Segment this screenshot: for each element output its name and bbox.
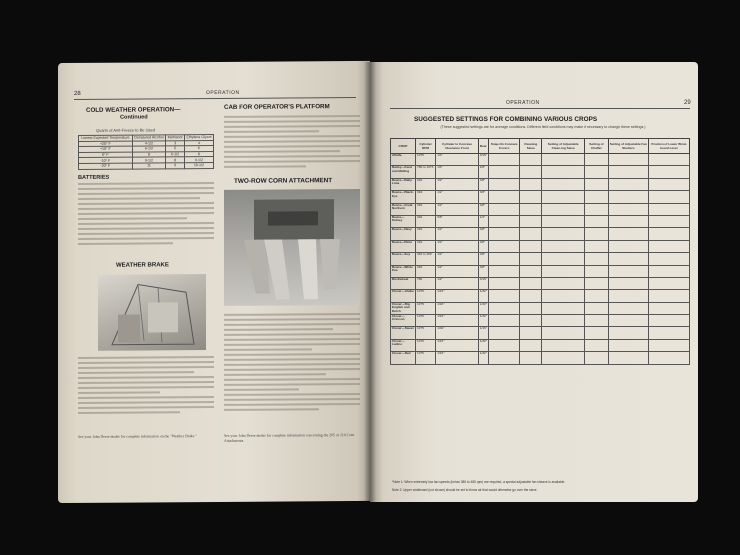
front-clearance-cell: 1/16" xyxy=(436,290,479,302)
front-clearance-cell: 1/16" xyxy=(436,339,479,351)
table-row xyxy=(391,215,690,227)
antifreeze-table xyxy=(78,134,214,170)
table-header-cell: Denatured Alcohol xyxy=(132,135,166,141)
weather-brake-text xyxy=(78,356,214,417)
setting-cell xyxy=(542,352,585,364)
table-row xyxy=(391,253,690,265)
batteries-title: BATTERIES xyxy=(78,174,110,181)
setting-cell xyxy=(520,203,542,215)
crop-name-cell: Beans—Great Northern xyxy=(391,203,416,215)
cylinder-rpm-cell: 394 xyxy=(416,240,436,252)
table-cell: 9 xyxy=(166,163,185,169)
setting-cell xyxy=(585,154,608,166)
setting-cell xyxy=(649,154,690,166)
table-row xyxy=(391,178,690,190)
setting-cell xyxy=(585,253,608,265)
open-manual xyxy=(58,62,698,502)
setting-cell xyxy=(608,315,649,327)
table-cell: 0° F xyxy=(79,152,133,158)
setting-cell xyxy=(520,265,542,277)
table-row xyxy=(79,162,214,169)
setting-cell xyxy=(542,178,585,190)
table-cell: 9-1/2 xyxy=(132,157,166,163)
book-gutter xyxy=(364,62,376,502)
table-cell: 6-1/2 xyxy=(132,146,166,152)
corn-attachment-title: TWO-ROW CORN ATTACHMENT xyxy=(234,177,333,185)
header-rule xyxy=(74,97,356,100)
crop-name-cell: Beans—Pinto xyxy=(391,240,416,252)
setting-cell xyxy=(649,277,690,289)
cylinder-rpm-cell: 1075 xyxy=(416,315,436,327)
cylinder-rpm-cell: 394 xyxy=(416,265,436,277)
settings-table-body xyxy=(391,154,690,365)
setting-cell xyxy=(649,290,690,302)
setting-cell xyxy=(649,265,690,277)
cab-text xyxy=(224,115,360,171)
setting-cell xyxy=(649,327,690,339)
table-row xyxy=(391,203,690,215)
setting-cell xyxy=(488,302,520,314)
crop-name-cell: Clover—Red xyxy=(391,352,416,364)
table-cell: +20° F xyxy=(79,141,133,147)
setting-cell xyxy=(520,352,542,364)
table-header-cell: Cleaning Sieve xyxy=(520,139,542,154)
table-row xyxy=(391,315,690,327)
front-clearance-cell: 1/2" xyxy=(436,265,479,277)
setting-cell xyxy=(488,228,520,240)
setting-cell xyxy=(488,290,520,302)
setting-cell xyxy=(585,191,608,203)
setting-cell xyxy=(488,203,520,215)
front-clearance-cell: 1/2" xyxy=(436,253,479,265)
setting-cell xyxy=(585,339,608,351)
corn-attachment-text xyxy=(224,313,360,414)
cab-title: CAB FOR OPERATOR'S PLATFORM xyxy=(224,103,330,111)
setting-cell xyxy=(585,240,608,252)
setting-cell xyxy=(488,253,520,265)
page-number: 29 xyxy=(684,100,691,106)
corn-attachment-photo xyxy=(224,189,360,306)
setting-cell xyxy=(585,203,608,215)
table-row xyxy=(391,154,690,166)
rear-clearance-cell: 1/32" xyxy=(478,339,488,351)
crop-name-cell: Clover—Sweet xyxy=(391,327,416,339)
setting-cell xyxy=(649,315,690,327)
setting-cell xyxy=(542,191,585,203)
setting-cell xyxy=(520,302,542,314)
running-head: OPERATION xyxy=(506,100,540,106)
cylinder-rpm-cell: 394 xyxy=(416,191,436,203)
table-cell: 9-1/2 xyxy=(184,157,213,163)
setting-cell xyxy=(542,253,585,265)
table-row xyxy=(391,290,690,302)
rear-clearance-cell: 3/8" xyxy=(478,228,488,240)
setting-cell xyxy=(649,253,690,265)
setting-cell xyxy=(488,191,520,203)
cylinder-rpm-cell: 780 to 1075 xyxy=(416,166,436,178)
setting-cell xyxy=(608,203,649,215)
footnote-1: *Note 1: When extremely low fan speeds (below 385 to 485 rpm) are required, a special adjustable fan sheave is available. xyxy=(392,480,566,484)
setting-cell xyxy=(585,327,608,339)
weather-brake-photo xyxy=(98,274,206,351)
setting-cell xyxy=(585,166,608,178)
setting-cell xyxy=(649,228,690,240)
table-row xyxy=(391,240,690,252)
setting-cell xyxy=(649,339,690,351)
cylinder-rpm-cell: 394 xyxy=(416,203,436,215)
weather-brake-dealer-note: See your John Deere dealer for complete information on the "Weather Brake." xyxy=(78,434,197,439)
crop-name-cell: Beans—White Pea xyxy=(391,265,416,277)
right-page xyxy=(370,62,698,502)
table-header-cell: Ethylene Glycol xyxy=(184,135,213,141)
batteries-text xyxy=(78,182,214,248)
setting-cell xyxy=(520,277,542,289)
setting-cell xyxy=(542,290,585,302)
setting-cell xyxy=(608,277,649,289)
setting-cell xyxy=(608,228,649,240)
setting-cell xyxy=(585,277,608,289)
table-cell: 4-1/2 xyxy=(132,140,166,146)
table-cell: 3 xyxy=(166,140,185,146)
setting-cell xyxy=(542,277,585,289)
setting-cell xyxy=(542,339,585,351)
setting-cell xyxy=(608,253,649,265)
footnote-2: Note 2: Upper windboard (not shown) should be set to throw air that would otherwise go over the sieve. xyxy=(392,488,538,492)
setting-cell xyxy=(608,191,649,203)
front-clearance-cell: 1/2" xyxy=(436,178,479,190)
table-cell: 6 xyxy=(184,146,213,152)
cylinder-rpm-cell: 394 xyxy=(416,215,436,227)
table-row xyxy=(391,327,690,339)
crop-name-cell: Beans—Soy xyxy=(391,253,416,265)
table-cell: 8 xyxy=(184,151,213,157)
rear-clearance-cell: 1/16" xyxy=(478,327,488,339)
cylinder-rpm-cell: 394 to 460 xyxy=(416,253,436,265)
setting-cell xyxy=(608,339,649,351)
crop-name-cell: Clover—Ladino xyxy=(391,339,416,351)
setting-cell xyxy=(608,154,649,166)
table-cell: +10° F xyxy=(79,146,133,152)
front-clearance-cell: 1/4" xyxy=(436,154,479,166)
setting-cell xyxy=(520,228,542,240)
table-cell: 11 xyxy=(132,163,166,169)
table-cell: 6-1/2 xyxy=(166,151,185,157)
setting-cell xyxy=(585,290,608,302)
antifreeze-table-title: Quarts of Anti-Freeze to Be Used xyxy=(96,127,155,133)
crop-name-cell: Beans—Navy xyxy=(391,228,416,240)
setting-cell xyxy=(520,339,542,351)
setting-cell xyxy=(542,315,585,327)
setting-cell xyxy=(488,240,520,252)
table-header-cell: Position of Lower Wind-board Lever xyxy=(649,139,690,154)
table-header-cell: Snap-On Concave Covers xyxy=(488,139,520,154)
table-header-cell: Setting of Chaffer xyxy=(585,139,608,154)
table-header-cell: Cylinder RPM xyxy=(416,139,436,154)
rear-clearance-cell: 1/32" xyxy=(478,352,488,364)
table-header-cell: Cylinder to Concave Clearance Front xyxy=(436,139,479,154)
setting-cell xyxy=(488,166,520,178)
corn-attachment-illustration xyxy=(224,189,360,306)
front-clearance-cell: 1/2" xyxy=(436,203,479,215)
setting-cell xyxy=(488,215,520,227)
crop-name-cell: Barley—Feed and Malting xyxy=(391,166,416,178)
crop-name-cell: Beans—Kidney xyxy=(391,215,416,227)
setting-cell xyxy=(488,327,520,339)
setting-cell xyxy=(649,166,690,178)
front-clearance-cell: 1/4" xyxy=(436,166,479,178)
rear-clearance-cell: 1/8" xyxy=(478,166,488,178)
table-row xyxy=(391,302,690,314)
setting-cell xyxy=(608,290,649,302)
weather-brake-illustration xyxy=(98,274,206,351)
setting-cell xyxy=(585,178,608,190)
rear-clearance-cell: 1/2" xyxy=(478,215,488,227)
setting-cell xyxy=(649,203,690,215)
cylinder-rpm-cell: 1075 xyxy=(416,339,436,351)
setting-cell xyxy=(520,166,542,178)
table-row xyxy=(391,265,690,277)
corn-dealer-note: See your John Deere dealer for complete information concerning the 205 or 210 Corn Attachments. xyxy=(224,433,355,444)
table-row xyxy=(391,277,690,289)
rear-clearance-cell: 1/32" xyxy=(478,302,488,314)
setting-cell xyxy=(520,327,542,339)
cold-weather-title: COLD WEATHER OPERATION— xyxy=(86,106,181,114)
cylinder-rpm-cell: 1075 xyxy=(416,302,436,314)
setting-cell xyxy=(608,327,649,339)
setting-cell xyxy=(488,315,520,327)
setting-cell xyxy=(520,154,542,166)
table-header-cell: CROP xyxy=(391,139,416,154)
setting-cell xyxy=(585,352,608,364)
setting-cell xyxy=(520,290,542,302)
crop-name-cell: Buckwheat xyxy=(391,277,416,289)
setting-cell xyxy=(542,302,585,314)
setting-cell xyxy=(649,352,690,364)
table-header-cell: Setting of Adjustable Clean-ing Sieve xyxy=(542,139,585,154)
rear-clearance-cell: 3/8" xyxy=(478,203,488,215)
cylinder-rpm-cell: 394 xyxy=(416,228,436,240)
rear-clearance-cell: 3/16" xyxy=(478,277,488,289)
header-rule xyxy=(390,108,690,109)
table-cell: 5 xyxy=(166,146,185,152)
setting-cell xyxy=(488,339,520,351)
table-row xyxy=(391,339,690,351)
table-cell: 8 xyxy=(166,157,185,163)
setting-cell xyxy=(542,228,585,240)
table-cell: -10° F xyxy=(79,157,133,163)
rear-clearance-cell: 3/8" xyxy=(478,191,488,203)
table-header-row xyxy=(391,139,690,154)
setting-cell xyxy=(520,240,542,252)
front-clearance-cell: 1/2" xyxy=(436,277,479,289)
rear-clearance-cell: 3/8" xyxy=(478,240,488,252)
setting-cell xyxy=(585,302,608,314)
setting-cell xyxy=(649,302,690,314)
front-clearance-cell: 1/32" xyxy=(436,327,479,339)
setting-cell xyxy=(585,228,608,240)
cylinder-rpm-cell: 1075 xyxy=(416,352,436,364)
table-cell: 8 xyxy=(132,152,166,158)
table-row xyxy=(391,352,690,364)
weather-brake-title: WEATHER BRAKE xyxy=(116,262,169,269)
setting-cell xyxy=(542,265,585,277)
table-header-cell: Methanol xyxy=(167,135,183,140)
setting-cell xyxy=(542,215,585,227)
crop-name-cell: Alfalfa xyxy=(391,154,416,166)
setting-cell xyxy=(608,178,649,190)
front-clearance-cell: 5/8" xyxy=(436,215,479,227)
left-page xyxy=(58,61,370,503)
setting-cell xyxy=(649,178,690,190)
front-clearance-cell: 1/2" xyxy=(436,228,479,240)
setting-cell xyxy=(608,166,649,178)
setting-cell xyxy=(488,265,520,277)
settings-intro: (These suggested settings are for average conditions. Different field conditions may make it necessary to change these settings.) xyxy=(440,125,646,129)
setting-cell xyxy=(488,178,520,190)
front-clearance-cell: 1/16" xyxy=(436,302,479,314)
cylinder-rpm-cell: 1075 xyxy=(416,154,436,166)
cold-weather-subtitle: Continued xyxy=(120,114,148,121)
setting-cell xyxy=(608,352,649,364)
setting-cell xyxy=(542,203,585,215)
rear-clearance-cell: 3/8" xyxy=(478,178,488,190)
crop-name-cell: Clover—Alsike xyxy=(391,290,416,302)
table-row xyxy=(391,166,690,178)
setting-cell xyxy=(488,277,520,289)
setting-cell xyxy=(542,327,585,339)
rear-clearance-cell: 3/16" xyxy=(478,154,488,166)
page-number: 28 xyxy=(74,90,81,97)
setting-cell xyxy=(585,265,608,277)
table-row xyxy=(391,191,690,203)
setting-cell xyxy=(542,166,585,178)
front-clearance-cell: 1/2" xyxy=(436,240,479,252)
running-head: OPERATION xyxy=(206,89,240,97)
setting-cell xyxy=(608,215,649,227)
front-clearance-cell: 1/2" xyxy=(436,191,479,203)
setting-cell xyxy=(520,178,542,190)
setting-cell xyxy=(585,315,608,327)
setting-cell xyxy=(488,352,520,364)
table-row xyxy=(391,228,690,240)
table-cell: 10-1/2 xyxy=(184,162,213,168)
setting-cell xyxy=(520,253,542,265)
setting-cell xyxy=(488,154,520,166)
setting-cell xyxy=(542,240,585,252)
cylinder-rpm-cell: 1075 xyxy=(416,327,436,339)
rear-clearance-cell: 3/8" xyxy=(478,253,488,265)
crop-name-cell: Beans—Black-Eye xyxy=(391,191,416,203)
setting-cell xyxy=(542,154,585,166)
front-clearance-cell: 1/16" xyxy=(436,315,479,327)
front-clearance-cell: 1/16" xyxy=(436,352,479,364)
table-header-cell: Lowest Expected Temperature xyxy=(79,135,133,141)
crop-name-cell: Beans—Baby Lima xyxy=(391,178,416,190)
setting-cell xyxy=(649,191,690,203)
setting-cell xyxy=(520,215,542,227)
table-cell: -20° F xyxy=(79,163,133,169)
setting-cell xyxy=(520,191,542,203)
setting-cell xyxy=(649,215,690,227)
setting-cell xyxy=(608,302,649,314)
rear-clearance-cell: 1/32" xyxy=(478,290,488,302)
setting-cell xyxy=(649,240,690,252)
rear-clearance-cell: 1/32" xyxy=(478,315,488,327)
setting-cell xyxy=(585,215,608,227)
setting-cell xyxy=(608,265,649,277)
setting-cell xyxy=(608,240,649,252)
table-cell: 4 xyxy=(184,140,213,146)
table-header-cell: Rear xyxy=(478,139,488,154)
settings-table xyxy=(390,138,690,365)
setting-cell xyxy=(520,315,542,327)
cylinder-rpm-cell: 1075 xyxy=(416,290,436,302)
settings-title: SUGGESTED SETTINGS FOR COMBINING VARIOUS CROPS xyxy=(414,116,598,123)
cylinder-rpm-cell: 394 xyxy=(416,178,436,190)
table-header-cell: Setting of Adjustable Fan Shutters xyxy=(608,139,649,154)
cylinder-rpm-cell: 780 xyxy=(416,277,436,289)
crop-name-cell: Clover—Crimson xyxy=(391,315,416,327)
crop-name-cell: Clover—Big English and Dutch xyxy=(391,302,416,314)
rear-clearance-cell: 3/8" xyxy=(478,265,488,277)
